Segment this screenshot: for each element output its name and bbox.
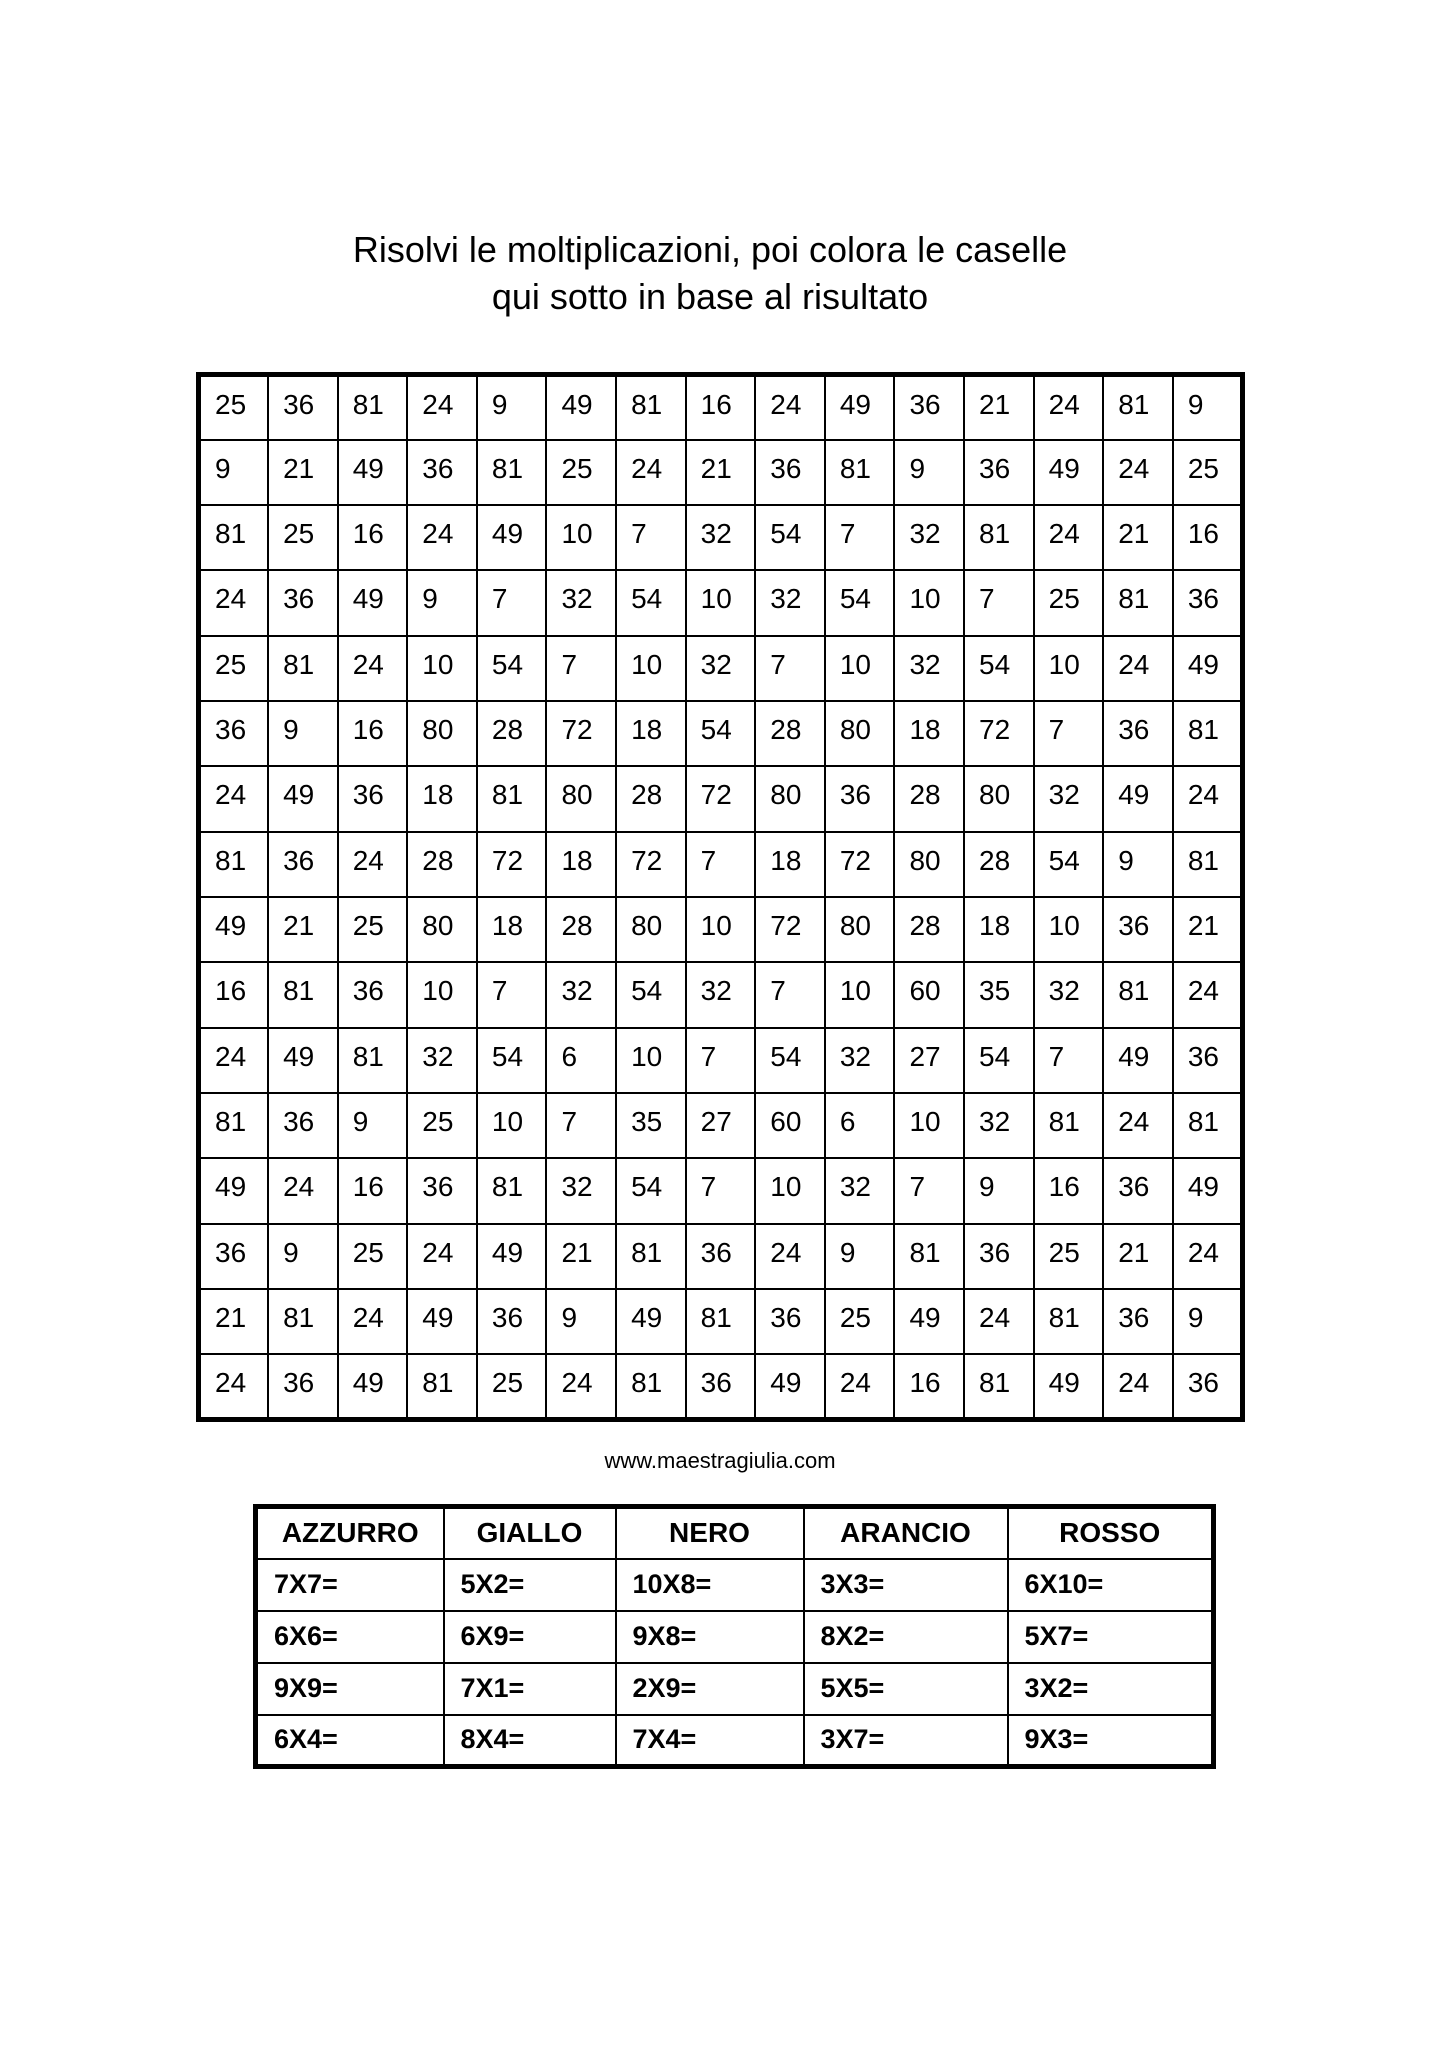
key-cell: 7X7= [256, 1559, 444, 1611]
grid-cell[interactable]: 49 [825, 375, 895, 440]
grid-cell[interactable]: 9 [268, 1224, 338, 1289]
grid-cell[interactable]: 25 [407, 1093, 477, 1158]
grid-cell[interactable]: 18 [407, 766, 477, 831]
grid-cell[interactable]: 7 [686, 832, 756, 897]
grid-row [199, 636, 1243, 701]
grid-cell[interactable]: 24 [407, 1224, 477, 1289]
grid-cell[interactable]: 24 [338, 1289, 408, 1354]
grid-cell[interactable]: 81 [268, 636, 338, 701]
grid-cell[interactable]: 25 [338, 897, 408, 962]
grid-cell[interactable]: 60 [755, 1093, 825, 1158]
grid-cell[interactable]: 49 [1034, 1354, 1104, 1419]
grid-cell[interactable]: 81 [825, 440, 895, 505]
grid-cell[interactable]: 81 [199, 832, 269, 897]
grid-cell[interactable]: 36 [338, 962, 408, 1027]
grid-cell[interactable]: 54 [964, 1028, 1034, 1093]
grid-cell[interactable]: 36 [1173, 1354, 1243, 1419]
grid-cell[interactable]: 25 [268, 505, 338, 570]
grid-cell[interactable]: 24 [1103, 440, 1173, 505]
grid-cell[interactable]: 28 [755, 701, 825, 766]
page-title [0, 226, 1420, 320]
grid-cell[interactable]: 54 [616, 1158, 686, 1223]
grid-cell[interactable]: 32 [1034, 766, 1104, 831]
grid-cell[interactable]: 35 [616, 1093, 686, 1158]
grid-cell[interactable]: 36 [268, 1093, 338, 1158]
grid-cell[interactable]: 81 [1103, 570, 1173, 635]
grid-cell[interactable]: 72 [686, 766, 756, 831]
grid-cell[interactable]: 81 [686, 1289, 756, 1354]
grid-cell[interactable]: 7 [546, 636, 616, 701]
grid-cell[interactable]: 24 [199, 1028, 269, 1093]
grid-cell[interactable]: 24 [1103, 1354, 1173, 1419]
grid-cell[interactable]: 54 [755, 1028, 825, 1093]
grid-cell[interactable]: 80 [825, 701, 895, 766]
grid-cell[interactable]: 25 [1034, 570, 1104, 635]
grid-cell[interactable]: 81 [199, 1093, 269, 1158]
grid-cell[interactable]: 72 [477, 832, 547, 897]
grid-cell[interactable]: 32 [1034, 962, 1104, 1027]
grid-cell[interactable]: 18 [894, 701, 964, 766]
key-row [256, 1663, 1214, 1715]
grid-cell[interactable]: 16 [338, 1158, 408, 1223]
grid-cell[interactable]: 6 [825, 1093, 895, 1158]
grid-cell[interactable]: 10 [755, 1158, 825, 1223]
grid-cell[interactable]: 24 [546, 1354, 616, 1419]
grid-cell[interactable]: 25 [477, 1354, 547, 1419]
grid-cell[interactable]: 21 [268, 897, 338, 962]
grid-cell[interactable]: 49 [1103, 1028, 1173, 1093]
key-header-arancio: ARANCIO [804, 1507, 1008, 1559]
grid-cell[interactable]: 80 [755, 766, 825, 831]
grid-cell[interactable]: 81 [964, 1354, 1034, 1419]
grid-cell[interactable]: 9 [1103, 832, 1173, 897]
grid-cell[interactable]: 54 [964, 636, 1034, 701]
grid-cell[interactable]: 36 [199, 701, 269, 766]
grid-cell[interactable]: 21 [686, 440, 756, 505]
grid-cell[interactable]: 25 [338, 1224, 408, 1289]
grid-cell[interactable]: 18 [477, 897, 547, 962]
grid-cell[interactable]: 27 [894, 1028, 964, 1093]
grid-cell[interactable]: 10 [825, 636, 895, 701]
grid-cell[interactable]: 81 [1173, 832, 1243, 897]
grid-cell[interactable]: 81 [477, 1158, 547, 1223]
key-cell: 9X8= [616, 1611, 804, 1663]
grid-row [199, 375, 1243, 440]
grid-cell[interactable]: 10 [616, 1028, 686, 1093]
grid-cell[interactable]: 27 [686, 1093, 756, 1158]
grid-cell[interactable]: 9 [268, 701, 338, 766]
grid-cell[interactable]: 49 [477, 505, 547, 570]
grid-cell[interactable]: 36 [477, 1289, 547, 1354]
grid-cell[interactable]: 49 [199, 897, 269, 962]
key-header-azzurro: AZZURRO [256, 1507, 444, 1559]
grid-cell[interactable]: 54 [755, 505, 825, 570]
grid-cell[interactable]: 21 [1173, 897, 1243, 962]
grid-cell[interactable]: 16 [338, 505, 408, 570]
grid-cell[interactable]: 24 [1034, 375, 1104, 440]
key-cell: 7X4= [616, 1715, 804, 1767]
grid-cell[interactable]: 49 [407, 1289, 477, 1354]
grid-cell[interactable]: 16 [338, 701, 408, 766]
key-cell: 3X7= [804, 1715, 1008, 1767]
grid-cell[interactable]: 28 [964, 832, 1034, 897]
grid-cell[interactable]: 21 [964, 375, 1034, 440]
grid-cell[interactable]: 49 [616, 1289, 686, 1354]
grid-cell[interactable]: 7 [477, 570, 547, 635]
grid-cell[interactable]: 60 [894, 962, 964, 1027]
grid-cell[interactable]: 7 [755, 962, 825, 1027]
grid-cell[interactable]: 25 [546, 440, 616, 505]
grid-cell[interactable]: 32 [546, 962, 616, 1027]
grid-cell[interactable]: 81 [407, 1354, 477, 1419]
grid-cell[interactable]: 24 [755, 375, 825, 440]
grid-cell[interactable]: 49 [1103, 766, 1173, 831]
grid-cell[interactable]: 36 [755, 1289, 825, 1354]
grid-cell[interactable]: 32 [546, 1158, 616, 1223]
key-cell: 7X1= [444, 1663, 616, 1715]
grid-cell[interactable]: 54 [477, 1028, 547, 1093]
grid-cell[interactable]: 16 [199, 962, 269, 1027]
grid-cell[interactable]: 81 [268, 962, 338, 1027]
grid-cell[interactable]: 49 [1034, 440, 1104, 505]
grid-cell[interactable]: 28 [477, 701, 547, 766]
grid-cell[interactable]: 81 [199, 505, 269, 570]
grid-cell[interactable]: 54 [477, 636, 547, 701]
grid-cell[interactable]: 10 [1034, 636, 1104, 701]
grid-cell[interactable]: 21 [546, 1224, 616, 1289]
grid-cell[interactable]: 10 [546, 505, 616, 570]
grid-cell[interactable]: 36 [268, 832, 338, 897]
grid-cell[interactable]: 16 [1034, 1158, 1104, 1223]
grid-row [199, 701, 1243, 766]
grid-cell[interactable]: 7 [894, 1158, 964, 1223]
key-row [256, 1611, 1214, 1663]
grid-cell[interactable]: 10 [477, 1093, 547, 1158]
key-cell: 5X2= [444, 1559, 616, 1611]
grid-cell[interactable]: 28 [894, 897, 964, 962]
grid-cell[interactable]: 49 [199, 1158, 269, 1223]
grid-cell[interactable]: 24 [338, 832, 408, 897]
grid-cell[interactable]: 81 [1103, 375, 1173, 440]
grid-cell[interactable]: 36 [199, 1224, 269, 1289]
grid-cell[interactable]: 49 [1173, 1158, 1243, 1223]
grid-cell[interactable]: 24 [199, 1354, 269, 1419]
grid-cell[interactable]: 7 [686, 1158, 756, 1223]
grid-cell[interactable]: 21 [199, 1289, 269, 1354]
website-credit: www.maestragiulia.com [604, 1448, 836, 1473]
grid-cell[interactable]: 36 [268, 570, 338, 635]
key-row [256, 1715, 1214, 1767]
key-cell: 3X3= [804, 1559, 1008, 1611]
grid-cell[interactable]: 9 [477, 375, 547, 440]
key-header-giallo: GIALLO [444, 1507, 616, 1559]
grid-cell[interactable]: 24 [964, 1289, 1034, 1354]
grid-cell[interactable]: 7 [1034, 701, 1104, 766]
grid-cell[interactable]: 10 [686, 897, 756, 962]
grid-cell[interactable]: 36 [1103, 897, 1173, 962]
key-cell: 8X4= [444, 1715, 616, 1767]
grid-cell[interactable]: 10 [616, 636, 686, 701]
grid-cell[interactable]: 36 [1173, 570, 1243, 635]
grid-row [199, 832, 1243, 897]
key-cell: 3X2= [1008, 1663, 1214, 1715]
grid-cell[interactable]: 36 [755, 440, 825, 505]
grid-cell[interactable]: 36 [825, 766, 895, 831]
grid-cell[interactable]: 81 [894, 1224, 964, 1289]
grid-cell[interactable]: 81 [1034, 1289, 1104, 1354]
grid-cell[interactable]: 36 [686, 1354, 756, 1419]
grid-cell[interactable]: 80 [825, 897, 895, 962]
grid-cell[interactable]: 7 [755, 636, 825, 701]
grid-cell[interactable]: 81 [964, 505, 1034, 570]
grid-cell[interactable]: 32 [825, 1158, 895, 1223]
grid-cell[interactable]: 32 [894, 505, 964, 570]
key-header-rosso: ROSSO [1008, 1507, 1214, 1559]
grid-cell[interactable]: 21 [1103, 505, 1173, 570]
grid-cell[interactable]: 10 [407, 962, 477, 1027]
key-header-nero: NERO [616, 1507, 804, 1559]
grid-cell[interactable]: 49 [268, 1028, 338, 1093]
grid-cell[interactable]: 49 [894, 1289, 964, 1354]
grid-row [199, 1354, 1243, 1419]
grid-cell[interactable]: 24 [1173, 766, 1243, 831]
grid-cell[interactable]: 36 [1173, 1028, 1243, 1093]
grid-cell[interactable]: 32 [755, 570, 825, 635]
grid-cell[interactable]: 24 [1103, 636, 1173, 701]
grid-cell[interactable]: 28 [616, 766, 686, 831]
grid-cell[interactable]: 36 [964, 1224, 1034, 1289]
grid-cell[interactable]: 81 [616, 1224, 686, 1289]
grid-cell[interactable]: 10 [686, 570, 756, 635]
grid-cell[interactable]: 6 [546, 1028, 616, 1093]
grid-cell[interactable]: 24 [1173, 1224, 1243, 1289]
grid-cell[interactable]: 36 [268, 375, 338, 440]
grid-cell[interactable]: 7 [1034, 1028, 1104, 1093]
key-cell: 9X9= [256, 1663, 444, 1715]
grid-cell[interactable]: 10 [894, 1093, 964, 1158]
grid-cell[interactable]: 9 [199, 440, 269, 505]
grid-cell[interactable]: 7 [546, 1093, 616, 1158]
grid-row [199, 1289, 1243, 1354]
grid-cell[interactable]: 81 [1103, 962, 1173, 1027]
key-cell: 5X5= [804, 1663, 1008, 1715]
grid-cell[interactable]: 7 [616, 505, 686, 570]
key-cell: 6X6= [256, 1611, 444, 1663]
grid-cell[interactable]: 80 [407, 701, 477, 766]
grid-cell[interactable]: 21 [268, 440, 338, 505]
grid-cell[interactable]: 49 [268, 766, 338, 831]
grid-cell[interactable]: 49 [338, 570, 408, 635]
grid-cell[interactable]: 36 [338, 766, 408, 831]
grid-cell[interactable]: 54 [1034, 832, 1104, 897]
grid-cell[interactable]: 21 [1103, 1224, 1173, 1289]
grid-cell[interactable]: 25 [825, 1289, 895, 1354]
grid-cell[interactable]: 81 [1173, 1093, 1243, 1158]
grid-cell[interactable]: 54 [616, 962, 686, 1027]
grid-cell[interactable]: 80 [616, 897, 686, 962]
grid-cell[interactable]: 36 [407, 1158, 477, 1223]
key-cell: 9X3= [1008, 1715, 1214, 1767]
grid-cell[interactable]: 36 [1103, 1289, 1173, 1354]
grid-cell[interactable]: 25 [199, 375, 269, 440]
grid-cell[interactable]: 32 [546, 570, 616, 635]
grid-row [199, 1093, 1243, 1158]
grid-cell[interactable]: 36 [964, 440, 1034, 505]
key-cell: 5X7= [1008, 1611, 1214, 1663]
grid-cell[interactable]: 72 [755, 897, 825, 962]
grid-cell[interactable]: 32 [686, 505, 756, 570]
grid-cell[interactable]: 36 [894, 375, 964, 440]
grid-row [199, 897, 1243, 962]
grid-cell[interactable]: 36 [1103, 701, 1173, 766]
grid-cell[interactable]: 24 [407, 375, 477, 440]
grid-cell[interactable]: 49 [477, 1224, 547, 1289]
grid-cell[interactable]: 49 [338, 440, 408, 505]
grid-cell[interactable]: 36 [268, 1354, 338, 1419]
grid-cell[interactable]: 9 [894, 440, 964, 505]
grid-cell[interactable]: 24 [825, 1354, 895, 1419]
grid-cell[interactable]: 9 [964, 1158, 1034, 1223]
grid-cell[interactable]: 9 [1173, 1289, 1243, 1354]
grid-cell[interactable]: 25 [1173, 440, 1243, 505]
grid-cell[interactable]: 28 [407, 832, 477, 897]
grid-cell[interactable]: 32 [964, 1093, 1034, 1158]
grid-cell[interactable]: 16 [1173, 505, 1243, 570]
grid-cell[interactable]: 81 [477, 440, 547, 505]
grid-cell[interactable]: 7 [477, 962, 547, 1027]
grid-cell[interactable]: 81 [616, 375, 686, 440]
grid-row [199, 505, 1243, 570]
grid-cell[interactable]: 9 [1173, 375, 1243, 440]
key-row [256, 1559, 1214, 1611]
grid-cell[interactable]: 10 [407, 636, 477, 701]
grid-cell[interactable]: 24 [1103, 1093, 1173, 1158]
number-grid [196, 372, 1245, 1422]
grid-cell[interactable]: 36 [407, 440, 477, 505]
grid-cell[interactable]: 36 [1103, 1158, 1173, 1223]
grid-cell[interactable]: 18 [546, 832, 616, 897]
grid-cell[interactable]: 16 [894, 1354, 964, 1419]
grid-cell[interactable]: 28 [546, 897, 616, 962]
grid-cell[interactable]: 25 [1034, 1224, 1104, 1289]
grid-cell[interactable]: 24 [1034, 505, 1104, 570]
grid-cell[interactable]: 9 [338, 1093, 408, 1158]
grid-row [199, 440, 1243, 505]
grid-cell[interactable]: 32 [686, 962, 756, 1027]
grid-cell[interactable]: 81 [268, 1289, 338, 1354]
grid-cell[interactable]: 81 [338, 1028, 408, 1093]
grid-row [199, 1158, 1243, 1223]
grid-cell[interactable]: 9 [546, 1289, 616, 1354]
grid-cell[interactable]: 24 [407, 505, 477, 570]
grid-cell[interactable]: 54 [686, 701, 756, 766]
grid-cell[interactable]: 81 [1034, 1093, 1104, 1158]
grid-cell[interactable]: 72 [964, 701, 1034, 766]
grid-cell[interactable]: 24 [755, 1224, 825, 1289]
grid-cell[interactable]: 18 [755, 832, 825, 897]
grid-cell[interactable]: 7 [825, 505, 895, 570]
grid-cell[interactable]: 25 [199, 636, 269, 701]
grid-cell[interactable]: 9 [407, 570, 477, 635]
grid-cell[interactable]: 32 [894, 636, 964, 701]
grid-cell[interactable]: 49 [338, 1354, 408, 1419]
grid-row [199, 1028, 1243, 1093]
key-cell: 6X9= [444, 1611, 616, 1663]
grid-cell[interactable]: 7 [686, 1028, 756, 1093]
grid-cell[interactable]: 49 [755, 1354, 825, 1419]
grid-cell[interactable]: 18 [616, 701, 686, 766]
key-cell: 10X8= [616, 1559, 804, 1611]
grid-cell[interactable]: 80 [546, 766, 616, 831]
grid-cell[interactable]: 9 [825, 1224, 895, 1289]
grid-cell[interactable]: 36 [686, 1224, 756, 1289]
grid-cell[interactable]: 32 [686, 636, 756, 701]
grid-cell[interactable]: 72 [616, 832, 686, 897]
key-cell: 8X2= [804, 1611, 1008, 1663]
grid-cell[interactable]: 32 [407, 1028, 477, 1093]
title-line-2: qui sotto in base al risultato [491, 276, 929, 317]
grid-cell[interactable]: 24 [199, 766, 269, 831]
grid-cell[interactable]: 10 [1034, 897, 1104, 962]
grid-cell[interactable]: 54 [825, 570, 895, 635]
grid-cell[interactable]: 81 [477, 766, 547, 831]
grid-cell[interactable]: 81 [1173, 701, 1243, 766]
color-key-table [253, 1504, 1216, 1769]
key-cell: 6X10= [1008, 1559, 1214, 1611]
key-header-row [256, 1507, 1214, 1559]
grid-cell[interactable]: 49 [1173, 636, 1243, 701]
grid-row [199, 766, 1243, 831]
title-line-1: Risolvi le moltiplicazioni, poi colora le caselle [352, 229, 1068, 270]
grid-cell[interactable]: 80 [407, 897, 477, 962]
grid-row [199, 1224, 1243, 1289]
grid-cell[interactable]: 18 [964, 897, 1034, 962]
grid-row [199, 962, 1243, 1027]
grid-cell[interactable]: 24 [616, 440, 686, 505]
grid-cell[interactable]: 81 [616, 1354, 686, 1419]
grid-cell[interactable]: 72 [546, 701, 616, 766]
grid-cell[interactable]: 16 [686, 375, 756, 440]
key-cell: 2X9= [616, 1663, 804, 1715]
grid-cell[interactable]: 24 [199, 570, 269, 635]
grid-cell[interactable]: 24 [1173, 962, 1243, 1027]
grid-cell[interactable]: 24 [268, 1158, 338, 1223]
grid-cell[interactable]: 24 [338, 636, 408, 701]
grid-cell[interactable]: 80 [894, 832, 964, 897]
grid-cell[interactable]: 32 [825, 1028, 895, 1093]
grid-cell[interactable]: 80 [964, 766, 1034, 831]
grid-cell[interactable]: 7 [964, 570, 1034, 635]
grid-cell[interactable]: 28 [894, 766, 964, 831]
grid-cell[interactable]: 35 [964, 962, 1034, 1027]
grid-cell[interactable]: 10 [894, 570, 964, 635]
grid-cell[interactable]: 72 [825, 832, 895, 897]
grid-row [199, 570, 1243, 635]
grid-cell[interactable]: 49 [546, 375, 616, 440]
grid-cell[interactable]: 10 [825, 962, 895, 1027]
grid-cell[interactable]: 54 [616, 570, 686, 635]
grid-cell[interactable]: 81 [338, 375, 408, 440]
key-cell: 6X4= [256, 1715, 444, 1767]
